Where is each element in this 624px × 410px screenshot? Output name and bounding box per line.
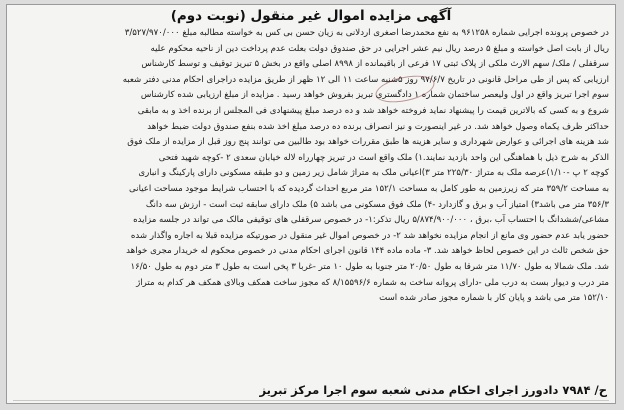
notice-line: حضور یابد عدم حضور وی مانع از انجام مزایده نخواهد شد ۲- در خصوص اموال غیر منقول در صورتیکه مزایده قبلا به اجاره واگذار شده <box>130 230 609 241</box>
notice-line: حداکثر ظرف یکماه وصول خواهد شد. در غیر اینصورت و نیز انصراف برنده ده درصد مبلغ اخذ شده بنفع صندوق دولت ضبط خواهد <box>147 121 609 132</box>
notice-line: کوچه ۲ پ -۱/۱۰)عرصه ملک به متراژ ۲۲۵/۳۰ متر ۳)اعیانی ملک به متراژ شامل زیر زمین و دو طبقه مسکونی دارای پارکینگ و انباری <box>138 168 609 179</box>
notice-line: حق شخص ثالث در این خصوص لحاظ خواهد شد. ۳- ماده ماده ۱۴۴ قانون اجرای احکام مدنی در خصوص محکوم له خریدار مجری خواهد <box>126 246 609 257</box>
notice-line: ارزیابی که پس از طی مراحل قانونی در تاریخ ۹۷/۶/۷ روز ۵شنبه ساعت ۱۱ الی ۱۲ ظهر از طریق مزایده دراجرای احکام مدنی دفتر شعبه <box>122 74 609 85</box>
notice-body <box>7 26 615 307</box>
notice-line: سرقفلی / ملک/ سهم الارث ملکی از پلاک ثبتی ۱۷ فرعی از باقیمانده از ۸۹۹۸ اصلی واقع در بخش ۵ تبریز توقیف و توسط کارشناس <box>141 59 609 70</box>
notice-title: آگهی مزایده اموال غیر منقول (نوبت دوم) <box>170 8 452 24</box>
notice-line: شد هزینه های اجرائی و عوارض شهرداری و سایر هزینه ها طبق مقررات خواهد بود طالبین می توانند پنج روز قبل از مزایده از ملک فوق <box>127 137 609 148</box>
notice-page <box>6 4 616 404</box>
notice-line: ریال از بابت اصل خواسته و مبلغ ۵ درصد ریال نیم عشر اجرایی در حق صندوق دولت بعلت عدم پرداخت دین از ناحیه محکوم علیه <box>150 43 609 54</box>
notice-line: در خصوص پرونده اجرایی شماره ۹۶۱۲۵۸ به نفع محمدرضا اصغری اردلانی به زیان حسن بی کس به خواسته مطالبه مبلغ ۳/۵۲۷/۹۷۰/۰۰۰ <box>124 28 609 38</box>
notice-line: شد. ملک شمالا به طول ۱۱/۷۰ متر شرقا به طول ۲۰/۵۰ متر جنوبا به طول ۱۰ متر -غربا ۳ پخی است به طول ۳ متر دوم به طول ۱۶/۵۰ <box>130 261 609 272</box>
notice-line: شروع و به کسی که بالاترین قیمت را پیشنهاد نماید فروخته خواهد شد و ده درصد مبلغ پیشنهادی فی المجلس از برنده اخذ و به مابقی <box>137 105 609 116</box>
notice-line: ۱۵۲/۱۰ متر می باشد و پایان کار با شماره مجوز صادر شده است <box>379 293 609 304</box>
notice-footer: ح/ ۷۹۸۴ دادورز اجرای احکام مدنی شعبه سوم اجرا مرکز تبریز <box>259 383 607 397</box>
notice-line: به مساحت ۳۵۹/۲ متر که زیرزمین به طور کامل به مساحت ۱۵۲/۱ متر مربع احداث گردیده که با احتساب شرایط موجود مساحت اعیانی <box>129 183 609 194</box>
notice-line: مشاعی/ششدانگ با احتساب آب ،برق ، ۵/۸۷۴/۹۰۰/۰۰۰ ریال تذکر:۱- در خصوص سرقفلی های توقیفی مالک می تواند در جلسه مزایده <box>133 215 609 226</box>
notice-line: متر درب و دیوار بست به درب ملی -دارای پروانه ساخت به شماره ۸/۱۵۵۹۶/۶ که مجوز ساخت همکف وبالای همکف هر کدام به متراژ <box>136 277 609 288</box>
notice-line: ۳۵۶/۳ متر می باشد۳) امتیاز آب و برق و گازدارد -۴) ملک فوق مسکونی می باشد ۵) ملک دارای سابقه ثبت است - ارزش سه دانگ <box>145 199 609 210</box>
bottom-rule <box>13 400 609 401</box>
notice-line: الذکر به شرح ذیل با هماهنگی این واحد بازدید نمایند.۱) ملک واقع است در تبریز چهارراه لاله خیابان سعدی ۲ -کوچه شهید فتحی <box>158 152 609 163</box>
notice-line: سوم اجرا تبریز واقع در اول ولیعصر ساختمان شماره ۱ دادگستری تبریز بفروش خواهد رسید . مزایده از مبلغ ارزیابی شده کارشناس <box>140 90 609 101</box>
